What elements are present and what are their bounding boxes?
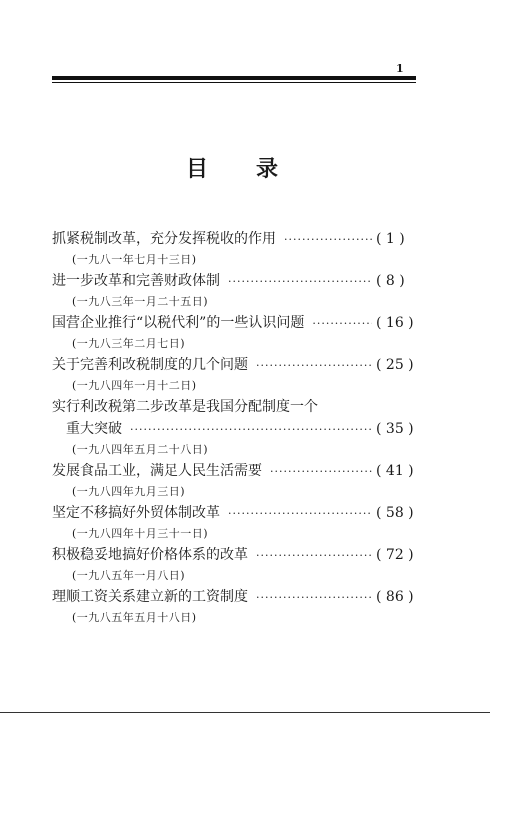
toc-entry[interactable]	[52, 312, 420, 354]
toc-entry-page: ( 8 )	[376, 273, 405, 289]
toc-entry-date: (一九八四年五月二十八日)	[72, 443, 209, 456]
toc-entry-title: 抓紧税制改革，充分发挥税收的作用	[52, 231, 276, 247]
toc-entry-date: (一九八三年二月七日)	[72, 337, 186, 350]
title-char-2: 录	[256, 156, 279, 182]
toc-entry-page: ( 16 )	[376, 315, 414, 331]
toc-entry-date: (一九八一年七月十三日)	[72, 253, 197, 266]
dot-leader	[130, 423, 372, 436]
toc-entry[interactable]	[52, 460, 420, 502]
dot-leader	[256, 359, 372, 372]
dot-leader	[284, 233, 372, 246]
toc-entry-title: 国营企业推行“以税代利”的一些认识问题	[52, 315, 305, 331]
header-rule-thick	[52, 76, 416, 80]
toc-entry-date: (一九八四年九月三日)	[72, 485, 186, 498]
page-title	[186, 152, 278, 183]
toc-entry[interactable]	[52, 502, 420, 544]
toc-entry-date: (一九八四年一月十二日)	[72, 379, 197, 392]
dot-leader	[228, 275, 372, 288]
toc-entry-title-continuation: 重大突破	[66, 421, 122, 437]
toc-entry-title: 坚定不移搞好外贸体制改革	[52, 505, 220, 521]
toc-entry-page: ( 86 )	[376, 589, 414, 605]
dot-leader	[270, 465, 372, 478]
toc-entry[interactable]	[52, 544, 420, 586]
toc-entry[interactable]	[52, 270, 420, 312]
dot-leader	[256, 591, 372, 604]
toc-entry-date: (一九八五年一月八日)	[72, 569, 186, 582]
title-char-1: 目	[186, 156, 209, 182]
dot-leader	[228, 507, 372, 520]
toc-entry-title: 发展食品工业，满足人民生活需要	[52, 463, 262, 479]
toc-entry-title: 理顺工资关系建立新的工资制度	[52, 589, 248, 605]
dot-leader	[256, 549, 372, 562]
header-rule-thin	[52, 82, 416, 83]
toc-entry-date: (一九八三年一月二十五日)	[72, 295, 209, 308]
toc-entry[interactable]	[52, 354, 420, 396]
toc-entry[interactable]	[52, 396, 420, 460]
toc-entry-date: (一九八五年五月十八日)	[72, 611, 197, 624]
toc-entry-page: ( 41 )	[376, 463, 414, 479]
toc-entry-date: (一九八四年十月三十一日)	[72, 527, 209, 540]
toc-entry-title: 实行利改税第二步改革是我国分配制度一个	[52, 399, 318, 415]
table-of-contents	[52, 228, 420, 628]
toc-entry-page: ( 72 )	[376, 547, 414, 563]
toc-entry-page: ( 58 )	[376, 505, 414, 521]
toc-entry-title: 积极稳妥地搞好价格体系的改革	[52, 547, 248, 563]
dot-leader	[312, 317, 372, 330]
page-number: 1	[396, 62, 404, 75]
bottom-rule	[0, 712, 490, 713]
toc-entry[interactable]	[52, 228, 420, 270]
toc-entry-title: 进一步改革和完善财政体制	[52, 273, 220, 289]
toc-entry-page: ( 35 )	[376, 421, 414, 437]
toc-entry-page: ( 25 )	[376, 357, 414, 373]
toc-entry[interactable]	[52, 586, 420, 628]
toc-entry-title: 关于完善利改税制度的几个问题	[52, 357, 248, 373]
toc-entry-page: ( 1 )	[376, 231, 405, 247]
